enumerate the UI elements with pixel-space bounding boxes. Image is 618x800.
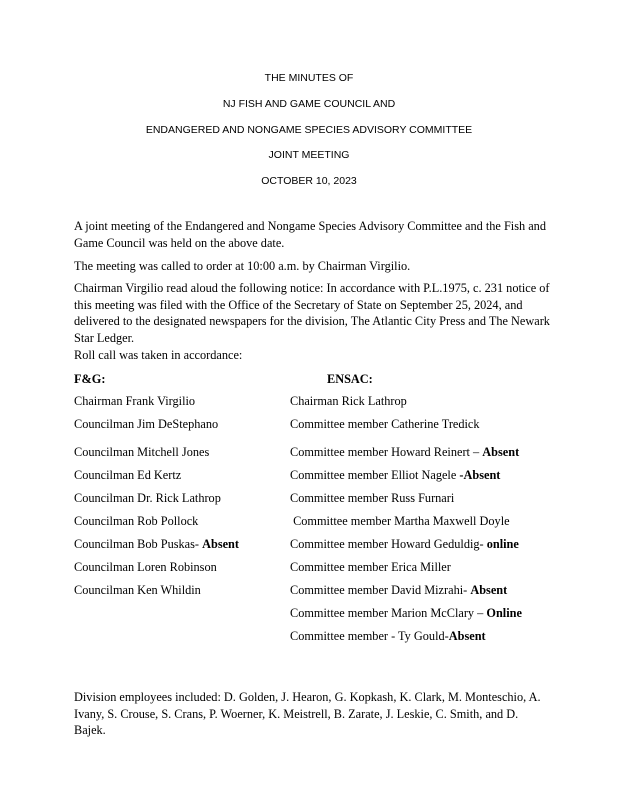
fg-member: Councilman Ed Kertz (74, 468, 182, 482)
ensac-member: Committee member Catherine Tredick (290, 417, 480, 431)
ensac-member: Committee member - Ty Gould-Absent (290, 629, 486, 643)
fg-member: Councilman Ken Whildin (74, 583, 201, 597)
title-line-4: JOINT MEETING (268, 149, 350, 161)
ensac-member: Committee member Russ Furnari (290, 491, 455, 505)
ensac-member: Committee member Howard Geduldig- online (290, 537, 519, 551)
ensac-heading: ENSAC: (327, 372, 373, 386)
ensac-member: Chairman Rick Lathrop (290, 394, 407, 408)
ensac-member: Committee member David Mizrahi- Absent (290, 583, 508, 597)
intro-paragraph: A joint meeting of the Endangered and Nongame Species Advisory Committee and the Fish and Game Council was held on the above date. (74, 219, 546, 250)
employees-paragraph: Division employees included: D. Golden, J. Hearon, G. Kopkash, K. Clark, M. Monteschio, A. Ivany, S. Crouse, S. Crans, P. Woerner, K. Meistrell, B. Zarate, J. Leskie, C. Smith, and D. Bajek. (74, 690, 541, 737)
fg-member: Councilman Jim DeStephano (74, 417, 219, 431)
fg-member: Councilman Dr. Rick Lathrop (74, 491, 221, 505)
roll-call-paragraph: Roll call was taken in accordance: (74, 348, 243, 362)
ensac-member: Committee member Howard Reinert – Absent (290, 445, 520, 459)
title-line-2: NJ FISH AND GAME COUNCIL AND (222, 98, 396, 110)
fg-member: Councilman Mitchell Jones (74, 445, 210, 459)
ensac-member: Committee member Marion McClary – Online (290, 606, 522, 620)
fg-member: Chairman Frank Virgilio (74, 394, 196, 408)
title-line-3: ENDANGERED AND NONGAME SPECIES ADVISORY COMMITTEE (145, 124, 473, 136)
notice-paragraph: Chairman Virgilio read aloud the following notice: In accordance with P.L.1975, c. 231 notice of this meeting was filed with the Office of the Secretary of State on September 25, 2024, and delivered to the designated newspapers for the division, The Atlantic City Press and The Newark Star Ledger. (74, 281, 550, 345)
title-line-1: THE MINUTES OF (264, 72, 354, 84)
fg-member: Councilman Loren Robinson (74, 560, 217, 574)
ensac-member: Committee member Erica Miller (290, 560, 451, 574)
call-to-order-paragraph: The meeting was called to order at 10:00 a.m. by Chairman Virgilio. (74, 259, 411, 273)
ensac-member: Committee member Elliot Nagele -Absent (290, 468, 501, 482)
fg-member: Councilman Bob Puskas- Absent (74, 537, 239, 551)
fg-member: Councilman Rob Pollock (74, 514, 199, 528)
meeting-date: OCTOBER 10, 2023 (261, 175, 357, 187)
ensac-member: Committee member Martha Maxwell Doyle (290, 514, 510, 528)
fg-heading: F&G: (74, 372, 106, 386)
